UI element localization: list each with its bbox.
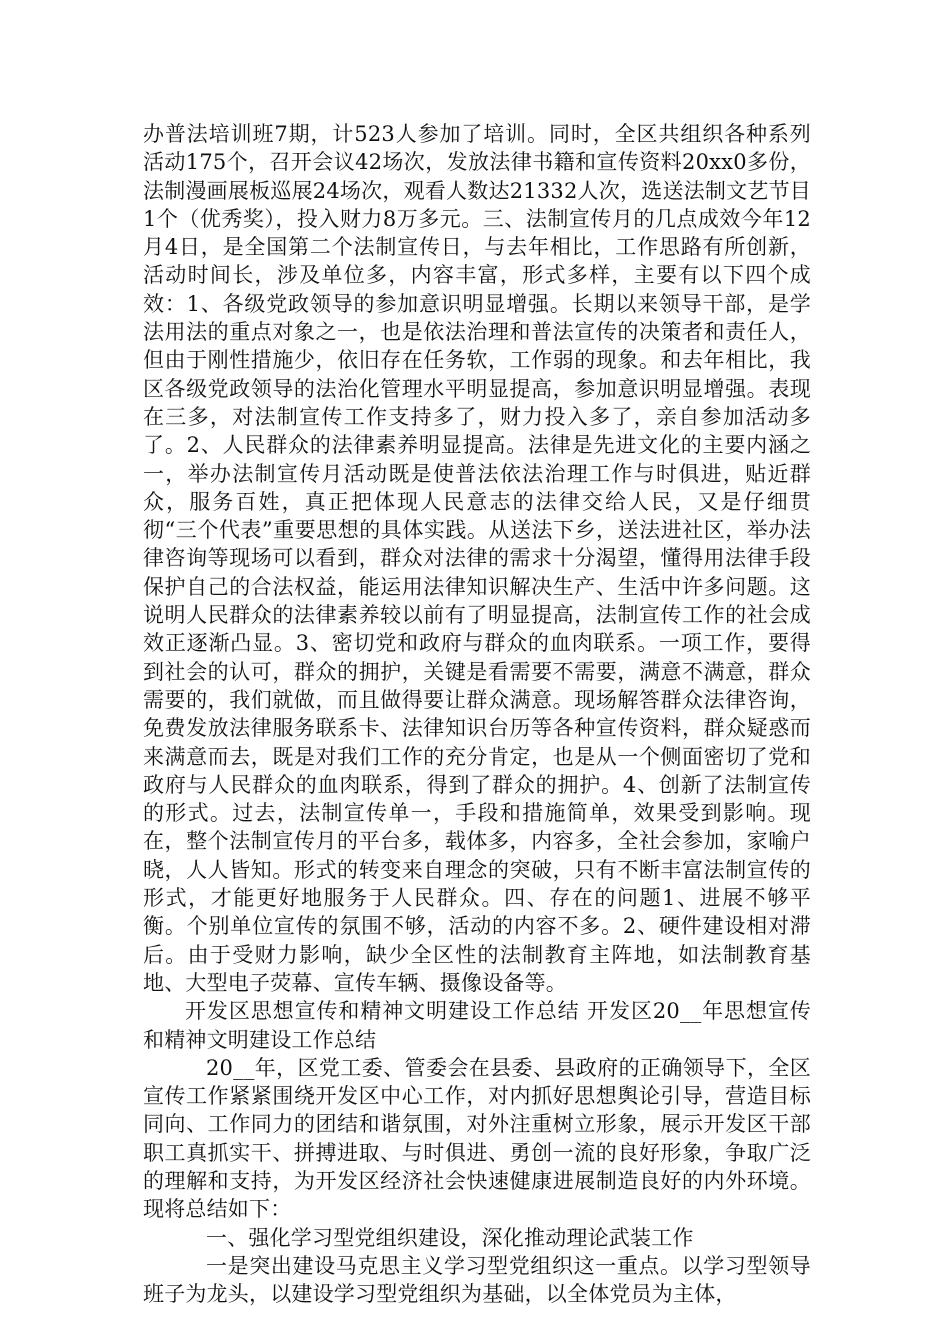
paragraph-legal-publicity-results: 办普法培训班7期，计523人参加了培训。同时，全区共组织各种系列活动175个，召开会议42场次，发放法律书籍和宣传资料20xx0多份，法制漫画展板巡展24场次，观看人数达21332人次，选送法制文艺节目1个（优秀奖），投入财力8万多元。三、法制宣传月的几点成效今年12月4日，是全国第二个法制宣传日，与去年相比，工作思路有所创新，活动时间长，涉及单位多，内容丰富，形式多样，主要有以下四个成效：1、各级党政领导的参加意识明显增强。长期以来领导干部，是学法用法的重点对象之一，也是依法治理和普法宣传的决策者和责任人，但由于刚性措施少，依旧存在任务软，工作弱的现象。和去年相比，我区各级党政领导的法治化管理水平明显提高，参加意识明显增强。表现在三多，对法制宣传工作支持多了，财力投入多了，亲自参加活动多了。2、人民群众的法律素养明显提高。法律是先进文化的主要内涵之一，举办法制宣传月活动既是使普法依法治理工作与时俱进，贴近群众，服务百姓，真正把体现人民意志的法律交给人民，又是仔细贯彻“三个代表”重要思想的具体实践。从送法下乡，送法进社区，举办法律咨询等现场可以看到，群众对法律的需求十分渴望，懂得用法律手段保护自己的合法权益，能运用法律知识解决生产、生活中许多问题。这说明人民群众的法律素养较以前有了明显提高，法制宣传工作的社会成效正逐渐凸显。3、密切党和政府与群众的血肉联系。一项工作，要得到社会的认可，群众的拥护，关键是看需要不需要，满意不满意，群众需要的，我们就做，而且做得要让群众满意。现场解答群众法律咨询，免费发放法律服务联系卡、法律知识台历等各种宣传资料，群众疑惑而来满意而去，既是对我们工作的充分肯定，也是从一个侧面密切了党和政府与人民群众的血肉联系，得到了群众的拥护。4、创新了法制宣传的形式。过去，法制宣传单一，手段和措施简单，效果受到影响。现在，整个法制宣传月的平台多，载体多，内容多，全社会参加，家喻户晓，人人皆知。形式的转变来自理念的突破，只有不断丰富法制宣传的形式，才能更好地服务于人民群众。四、存在的问题1、进展不够平衡。个别单位宣传的氛围不够，活动的内容不多。2、硬件建设相对滞后。由于受财力影响，缺少全区性的法制教育主阵地，如法制教育基地、大型电子荧幕、宣传车辆、摄像设备等。 bbox=[143, 122, 811, 995]
paragraph-summary-intro: 20__年，区党工委、管委会在县委、县政府的正确领导下，全区宣传工作紧紧围绕开发区中心工作，对内抓好思想舆论引导，营造目标同向、工作同力的团结和谐氛围，对外注重树立形象，展示开发区干部职工真抓实干、拼搏进取、与时俱进、勇创一流的良好形象，争取广泛的理解和支持，为开发区经济社会快速健康进展制造良好的内外环境。现将总结如下： bbox=[143, 1055, 811, 1222]
paragraph-summary-title: 开发区思想宣传和精神文明建设工作总结 开发区20__年思想宣传和精神文明建设工作总结 bbox=[143, 999, 811, 1052]
section-heading-study-party-organization: 一、强化学习型党组织建设，深化推动理论武装工作 bbox=[206, 1225, 694, 1250]
paragraph-study-party-organization: 一是突出建设马克思主义学习型党组织这一重点。以学习型领导班子为龙头，以建设学习型党组织为基础，以全体党员为主体， bbox=[143, 1253, 811, 1307]
document-body bbox=[143, 120, 811, 1308]
